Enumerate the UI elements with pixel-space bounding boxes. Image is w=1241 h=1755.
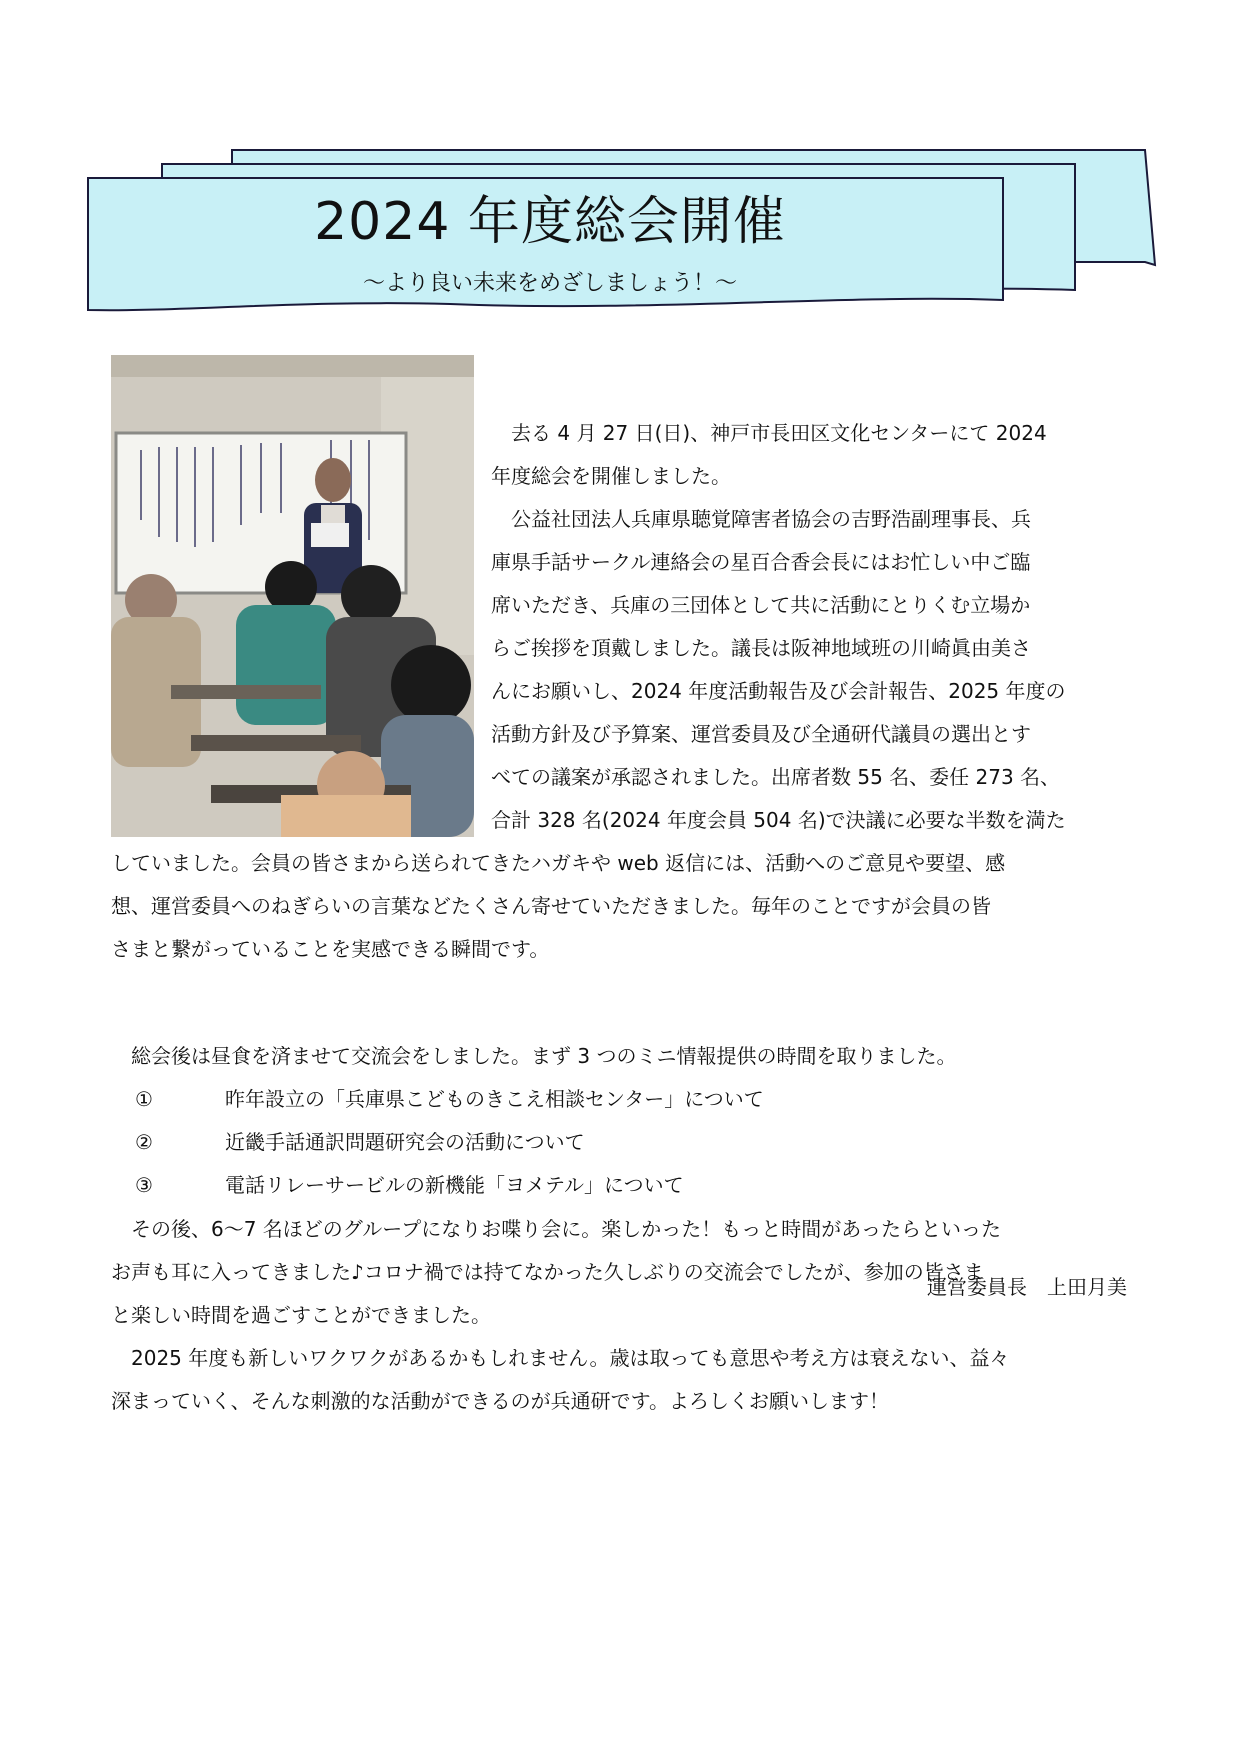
list-item <box>111 1164 684 1207</box>
meeting-photo <box>111 355 474 837</box>
list-item-text: 電話リレーサービルの新機能「ヨメテル」について <box>225 1173 684 1197</box>
text-line: さまと繋がっていることを実感できる瞬間です。 <box>111 937 550 961</box>
text-line: その後、6～7 名ほどのグループになりお喋り会に。楽しかった！もっと時間があったらといった <box>111 1217 1002 1241</box>
text-line: 去る 4 月 27 日(日)、神戸市長田区文化センターにて 2024 <box>491 421 1047 445</box>
list-item-number: ① <box>135 1087 153 1111</box>
list-item <box>111 1078 764 1121</box>
paragraph-intro <box>491 412 1066 842</box>
list-item-number: ② <box>135 1130 153 1154</box>
text-line: していました。会員の皆さまから送られてきたハガキや web 返信には、活動へのご意見や要望、感 <box>111 851 1006 875</box>
text-line: お声も耳に入ってきました♪コロナ禍では持てなかった久しぶりの交流会でしたが、参加の皆さま <box>111 1260 984 1284</box>
text-line: 庫県手話サークル連絡会の星百合香会長にはお忙しい中ご臨 <box>491 550 1031 574</box>
text-line: べての議案が承認されました。出席者数 55 名、委任 273 名、 <box>491 765 1061 789</box>
title-banner <box>0 0 1241 340</box>
list-item-text: 昨年設立の「兵庫県こどものきこえ相談センター」について <box>225 1087 764 1111</box>
page-title: 2024 年度総会開催 <box>314 192 786 252</box>
paragraph-closing <box>111 1337 1009 1423</box>
paragraph-intro-continued <box>111 842 1005 971</box>
text-line: 年度総会を開催しました。 <box>491 464 731 488</box>
list-item-text: 近畿手話通訳問題研究会の活動について <box>225 1130 585 1154</box>
text-line: 深まっていく、そんな刺激的な活動ができるのが兵通研です。よろしくお願いします！ <box>111 1389 889 1413</box>
list-item-number: ③ <box>135 1173 153 1197</box>
text-line: 公益社団法人兵庫県聴覚障害者協会の吉野浩副理事長、兵 <box>491 507 1031 531</box>
text-line: 2025 年度も新しいワクワクがあるかもしれません。歳は取っても意思や考え方は衰えない、益々 <box>111 1346 1010 1370</box>
signature: 運営委員長 上田月美 <box>927 1275 1127 1299</box>
text-line: 席いただき、兵庫の三団体として共に活動にとりくむ立場か <box>491 593 1031 617</box>
text-line: らご挨拶を頂戴しました。議長は阪神地域班の川崎眞由美さ <box>491 636 1031 660</box>
text-line: 想、運営委員へのねぎらいの言葉などたくさん寄せていただきました。毎年のことですが会員の皆 <box>111 894 991 918</box>
text-line: 合計 328 名(2024 年度会員 504 名)で決議に必要な半数を満た <box>491 808 1066 832</box>
text-line: 活動方針及び予算案、運営委員及び全通研代議員の選出とす <box>491 722 1031 746</box>
page-subtitle: ～より良い未来をめざしましょう！～ <box>362 271 737 296</box>
meeting-photo-icon <box>111 355 474 837</box>
text-line: と楽しい時間を過ごすことができました。 <box>111 1303 491 1327</box>
text-line: んにお願いし、2024 年度活動報告及び会計報告、2025 年度の <box>491 679 1066 703</box>
paragraph-exchange-intro: 総会後は昼食を済ませて交流会をしました。まず 3 つのミニ情報提供の時間を取りました。 <box>111 1044 957 1068</box>
list-item <box>111 1121 585 1164</box>
